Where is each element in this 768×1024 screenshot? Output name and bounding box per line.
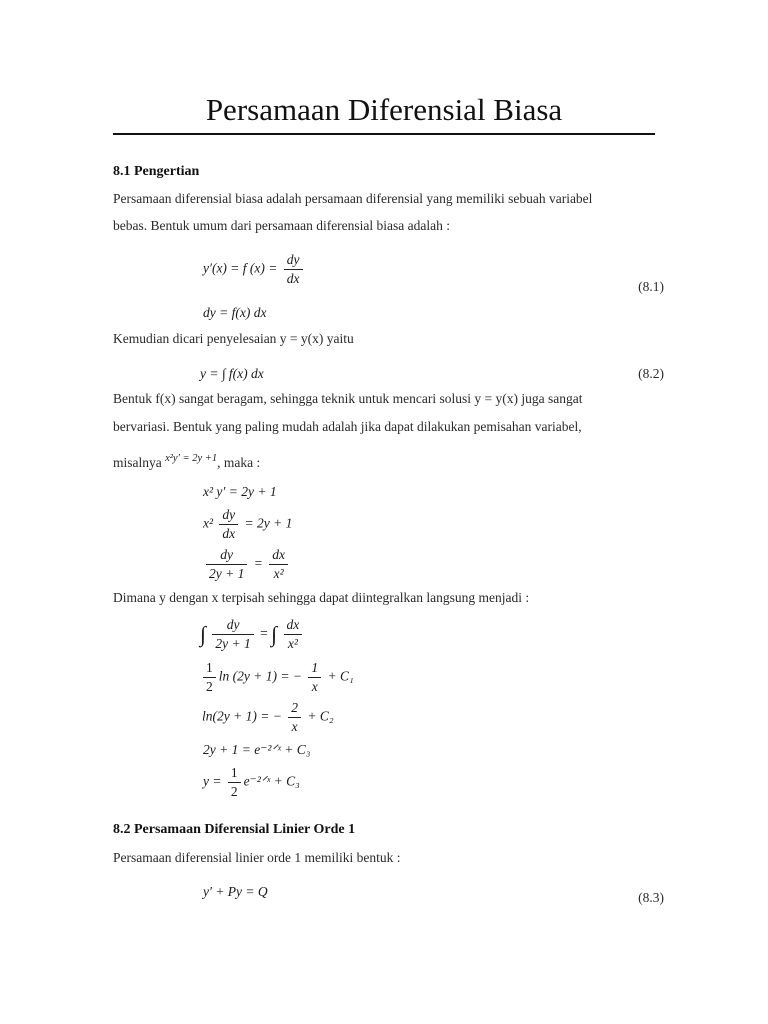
fraction (228, 765, 241, 800)
equation-number: (8.2) (638, 366, 664, 381)
fraction-denominator: 2 (230, 784, 238, 799)
equation-8-3: y′ + Py = Q (203, 884, 268, 899)
term: x² (203, 515, 214, 531)
term: + C₂ (307, 708, 334, 724)
term: y = (203, 773, 222, 789)
paragraph-line: Bentuk f(x) sangat beragam, sehingga teknik untuk mencari solusi y = y(x) juga sangat (113, 391, 583, 406)
fraction-denominator: 2 (206, 679, 213, 694)
equation-lhs: y′(x) = f (x) = (203, 260, 278, 276)
fraction-denominator: 2y + 1 (209, 566, 245, 581)
fraction (288, 700, 301, 735)
paragraph-line: Persamaan diferensial biasa adalah persamaan diferensial yang memiliki sebuah variabel (113, 191, 593, 206)
equation-8-1 (203, 252, 306, 287)
paragraph-line: Kemudian dicari penyelesaian y = y(x) yaitu (113, 331, 354, 346)
paragraph-line: Persamaan diferensial linier orde 1 memiliki bentuk : (113, 850, 401, 865)
term: e⁻²ᐟˣ + C₃ (243, 773, 300, 789)
fraction (203, 660, 216, 695)
section-heading-8-1: 8.1 Pengertian (113, 164, 200, 179)
equation-number: (8.3) (638, 890, 664, 905)
solution-step: 2y + 1 = e⁻²ᐟˣ + C₃ (203, 742, 311, 757)
derivation-step: x² y′ = 2y + 1 (203, 484, 277, 499)
derivation-step (203, 507, 292, 542)
fraction-numerator: dy (206, 547, 247, 565)
fraction (284, 617, 303, 652)
fraction-numerator: 1 (308, 660, 321, 678)
equals-sign: = (253, 555, 263, 571)
equals-sign: = (260, 625, 268, 641)
term: + C₁ (327, 668, 354, 684)
fraction-numerator: dy (284, 252, 303, 270)
fraction-numerator: dy (212, 617, 253, 635)
paragraph-line: Dimana y dengan x terpisah sehingga dapat diintegralkan langsung menjadi : (113, 590, 530, 605)
fraction (219, 507, 238, 542)
fraction-numerator: dy (219, 507, 238, 525)
text-fragment: , maka : (217, 455, 261, 470)
fraction-numerator: 1 (203, 660, 216, 678)
paragraph-line: bebas. Bentuk umum dari persamaan diferensial biasa adalah : (113, 218, 451, 233)
fraction-denominator: 2y + 1 (215, 636, 251, 651)
page-title: Persamaan Diferensial Biasa (205, 92, 563, 127)
fraction (308, 660, 321, 695)
fraction-denominator: x (291, 719, 298, 734)
fraction-denominator: dx (286, 271, 300, 286)
fraction-denominator: x (311, 679, 318, 694)
equation-8-2: y = ∫ f(x) dx (200, 366, 264, 381)
fraction-numerator: dx (284, 617, 303, 635)
fraction-numerator: dx (269, 547, 288, 565)
equation-line: dy = f(x) dx (203, 305, 267, 320)
integral-sign: ∫ (200, 621, 207, 647)
term: ln(2y + 1) = − (202, 708, 282, 724)
fraction-denominator: x² (273, 566, 284, 581)
fraction (284, 252, 303, 287)
fraction (212, 617, 253, 652)
fraction (206, 547, 247, 582)
fraction-denominator: dx (222, 526, 236, 541)
section-heading-8-2: 8.2 Persamaan Diferensial Linier Orde 1 (113, 822, 356, 837)
solution-step (200, 617, 305, 652)
fraction-numerator: 1 (228, 765, 241, 783)
inline-equation: x²y′ = 2y +1 (165, 453, 218, 464)
fraction-numerator: 2 (288, 700, 301, 718)
term: = 2y + 1 (244, 515, 293, 531)
paragraph-line: bervariasi. Bentuk yang paling mudah adalah jika dapat dilakukan pemisahan variabel, (113, 419, 582, 434)
fraction (269, 547, 288, 582)
solution-step (200, 660, 354, 695)
solution-step (202, 700, 334, 735)
term: ln (2y + 1) = − (218, 668, 302, 684)
title-rule (113, 133, 655, 135)
paragraph-line (113, 455, 260, 471)
fraction-denominator: x² (287, 636, 298, 651)
text-fragment: misalnya (113, 455, 162, 470)
integral-sign: ∫ (271, 621, 278, 647)
equation-number: (8.1) (638, 279, 664, 294)
derivation-step (203, 547, 291, 582)
solution-step (203, 765, 300, 800)
